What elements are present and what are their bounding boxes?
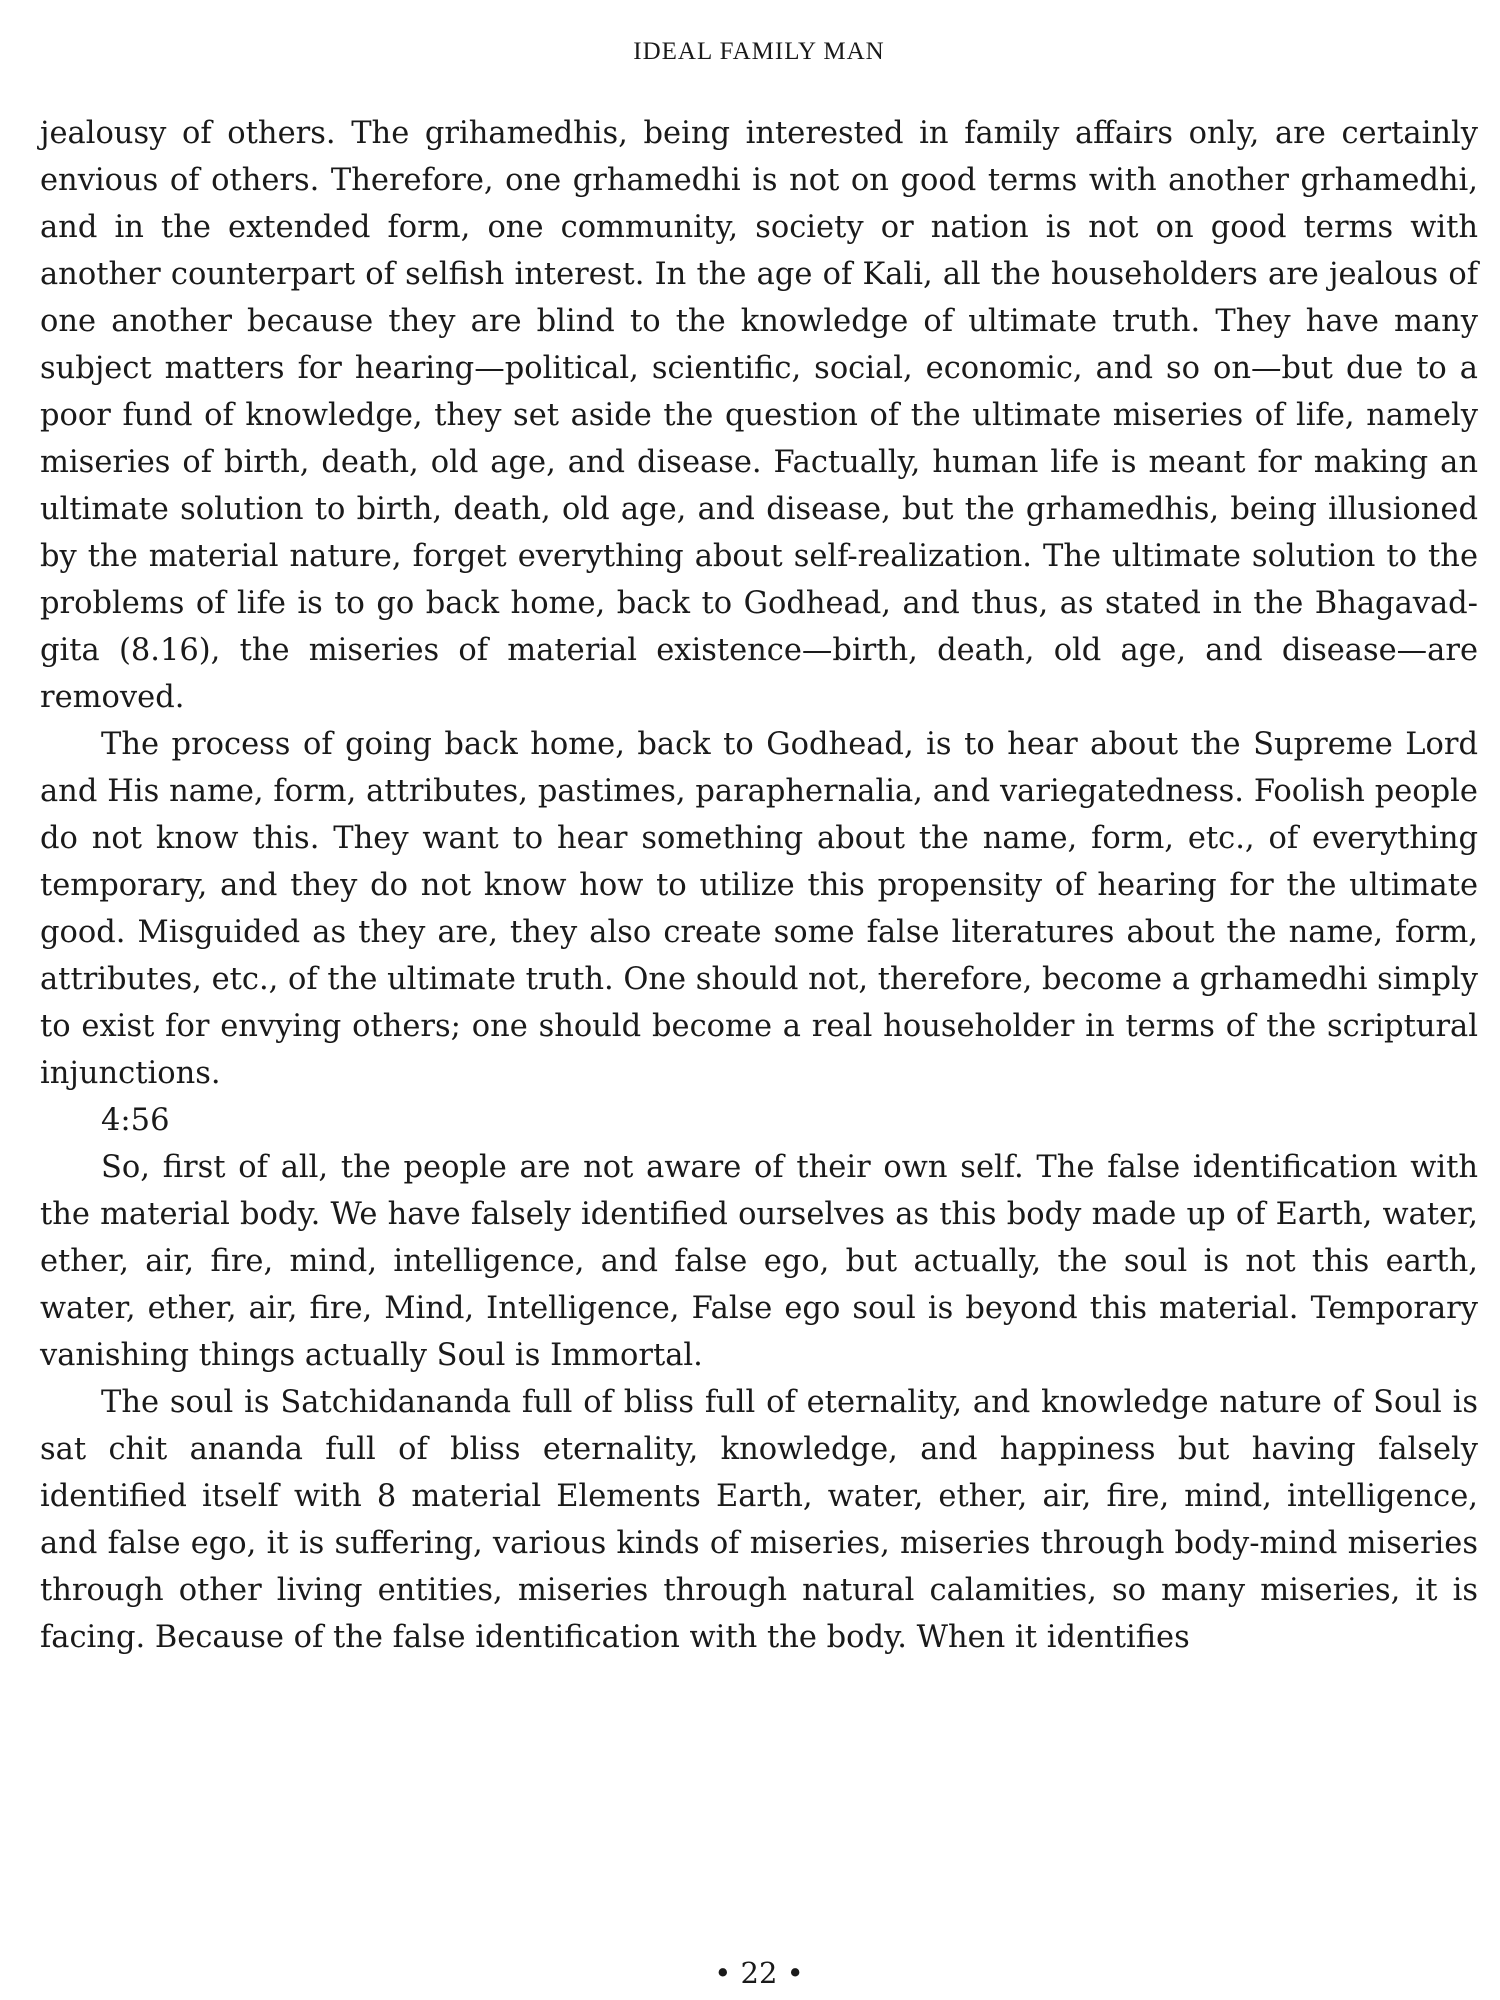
paragraph: The process of going back home, back to Godhead, is to hear about the Supreme Lord and His name, form, attributes, pastimes, paraphernalia, and variegatedness. Foolish people do not know this. They want to hear something about the name, form, etc., of everything temporary, and they do not know how to utilize this propensity of hearing for the ultimate good. Misguided as they are, they also create some false literatures about the name, form, attributes, etc., of the ultimate truth. One should not, therefore, become a grhamedhi simply to exist for envying others; one should become a real householder in terms of the scriptural injunctions.	[40, 727, 1478, 1091]
paragraph: So, first of all, the people are not aware of their own self. The false identification with the material body. We have falsely identified ourselves as this body made up of Earth, water, ether, air, fire, mind, intelligence, and false ego, but actually, the soul is not this earth, water, ether, air, fire, Mind, Intelligence, False ego soul is beyond this material. Temporary vanishing things actually Soul is Immortal.	[40, 1150, 1478, 1373]
page-number: • 22 •	[714, 1956, 804, 1990]
paragraph: The soul is Satchidananda full of bliss full of eternality, and knowledge nature of Soul is sat chit ananda full of bliss eternality, knowledge, and happiness but having falsely identified itself with 8 material Elements Earth, water, ether, air, fire, mind, intelligence, and false ego, it is suffering, various kinds of miseries, miseries through body-mind miseries through other living entities, miseries through natural calamities, so many miseries, it is facing. Because of the false identification with the body. When it identifies	[40, 1385, 1478, 1655]
body-text	[40, 110, 1478, 1661]
paragraph-continued: jealousy of others. The grihamedhis, being interested in family affairs only, are certainly envious of others. Therefore, one grhamedhi is not on good terms with another grhamedhi, and in the extended form, one community, society or nation is not on good terms with another counterpart of selfish interest. In the age of Kali, all the householders are jealous of one another because they are blind to the knowledge of ultimate truth. They have many subject matters for hearing—political, scientific, social, economic, and so on—but due to a poor fund of knowledge, they set aside the question of the ultimate miseries of life, namely miseries of birth, death, old age, and disease. Factually, human life is meant for making an ultimate solution to birth, death, old age, and disease, but the grhamedhis, being illusioned by the material nature, forget everything about self-realization. The ultimate solution to the problems of life is to go back home, back to Godhead, and thus, as stated in the Bhagavad-gita (8.16), the miseries of material existence—birth, death, old age, and disease—are removed.	[40, 116, 1478, 715]
timestamp-marker: 4:56	[101, 1103, 170, 1138]
running-header: IDEAL FAMILY MAN	[633, 38, 885, 65]
book-page	[40, 0, 1478, 2000]
